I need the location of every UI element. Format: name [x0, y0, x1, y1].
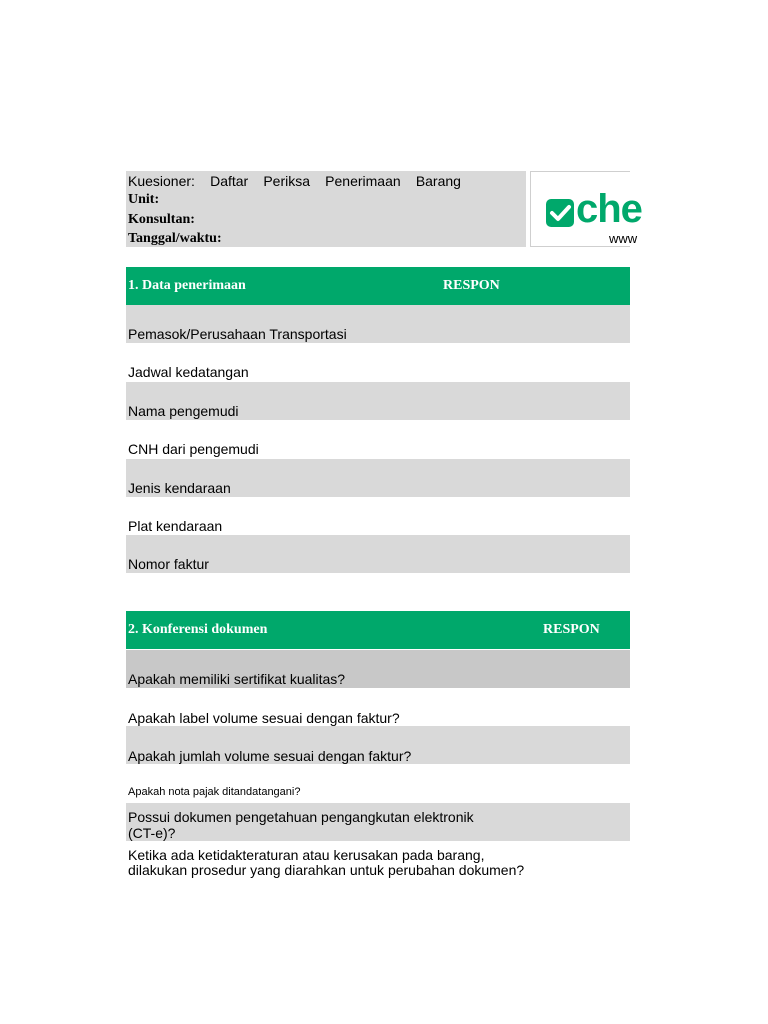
section-2-title: 2. Konferensi dokumen — [128, 622, 268, 637]
row-label: Ketika ada ketidakteraturan atau kerusakan pada barang, dilakukan prosedur yang diarahkan untuk perubahan dokumen? — [128, 847, 525, 878]
title-word: Penerimaan — [325, 173, 401, 189]
row-label: Plat kendaraan — [128, 518, 223, 534]
row-label: Pemasok/Perusahaan Transportasi — [128, 326, 347, 342]
row-label: Nama pengemudi — [128, 403, 239, 419]
questionnaire-title — [128, 173, 461, 189]
section-2-header — [126, 611, 630, 649]
row-label: Apakah memiliki sertifikat kualitas? — [128, 671, 346, 687]
row-label: CNH dari pengemudi — [128, 441, 259, 457]
row-label: Jadwal kedatangan — [128, 364, 249, 380]
title-word: Barang — [415, 173, 461, 189]
datetime-label: Tanggal/waktu: — [128, 231, 222, 246]
row-label: Nomor faktur — [128, 556, 209, 572]
unit-label: Unit: — [128, 192, 160, 207]
consultant-label: Konsultan: — [128, 212, 195, 227]
section-1-title: 1. Data penerimaan — [128, 278, 246, 293]
row-label: Possui dokumen pengetahuan pengangkutan elektronik (CT-e)? — [128, 809, 474, 841]
title-word: Periksa — [263, 173, 311, 189]
logo-www: www — [609, 231, 638, 246]
row-label: Apakah nota pajak ditandatangani? — [128, 786, 301, 798]
section-1-header — [126, 267, 630, 305]
row-label: Jenis kendaraan — [128, 480, 231, 496]
check-icon — [546, 199, 574, 227]
title-word: Kuesioner: — [128, 173, 195, 189]
title-word: Daftar — [210, 173, 249, 189]
section-1-response-label: RESPON — [443, 278, 500, 293]
section-2-response-label: RESPON — [543, 622, 600, 637]
row-label: Apakah label volume sesuai dengan faktur? — [128, 710, 400, 726]
logo-text: che — [576, 187, 642, 231]
logo — [530, 171, 642, 247]
row-label: Apakah jumlah volume sesuai dengan faktur? — [128, 748, 412, 764]
